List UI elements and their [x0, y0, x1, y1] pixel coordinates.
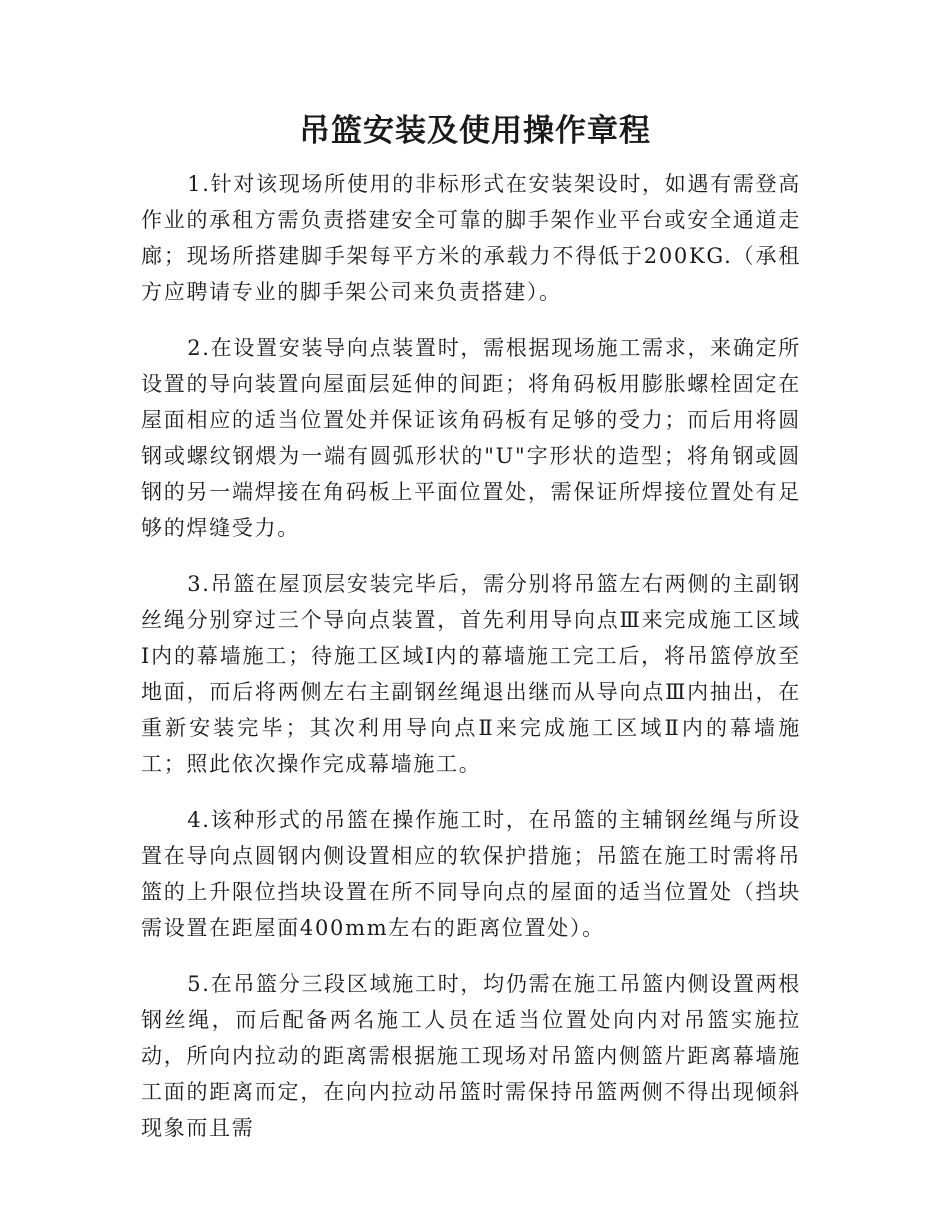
document-body	[141, 166, 801, 1166]
document-title: 吊篮安装及使用操作章程	[299, 113, 651, 149]
paragraph-2: 2.在设置安装导向点装置时，需根据现场施工需求，来确定所设置的导向装置向屋面层延伸的间距；将角码板用膨胀螺栓固定在屋面相应的适当位置处并保证该角码板有足够的受力；而后用将圆钢或螺纹钢煨为一端有圆弧形状的"U"字形状的造型；将角钢或圆钢的另一端焊接在角码板上平面位置处，需保证所焊接位置处有足够的焊缝受力。	[141, 336, 801, 540]
paragraph-1: 1.针对该现场所使用的非标形式在安装架设时，如遇有需登高作业的承租方需负责搭建安全可靠的脚手架作业平台或安全通道走廊；现场所搭建脚手架每平方米的承载力不得低于200KG.（承租方应聘请专业的脚手架公司来负责搭建）。	[141, 172, 801, 304]
paragraph-4: 4.该种形式的吊篮在操作施工时，在吊篮的主辅钢丝绳与所设置在导向点圆钢内侧设置相应的软保护措施；吊篮在施工时需将吊篮的上升限位挡块设置在所不同导向点的屋面的适当位置处（挡块需设置在距屋面400mm左右的距离位置处）。	[141, 808, 801, 940]
paragraph-5: 5.在吊篮分三段区域施工时，均仍需在施工吊篮内侧设置两根钢丝绳，而后配备两名施工人员在适当位置处向内对吊篮实施拉动，所向内拉动的距离需根据施工现场对吊篮内侧篮片距离幕墙施工面的距离而定，在向内拉动吊篮时需保持吊篮两侧不得出现倾斜现象而且需	[141, 972, 801, 1140]
paragraph-3: 3.吊篮在屋顶层安装完毕后，需分别将吊篮左右两侧的主副钢丝绳分别穿过三个导向点装置，首先利用导向点Ⅲ来完成施工区域Ⅰ内的幕墙施工；待施工区域Ⅰ内的幕墙施工完工后，将吊篮停放至地面，而后将两侧左右主副钢丝绳退出继而从导向点Ⅲ内抽出，在重新安装完毕；其次利用导向点Ⅱ来完成施工区域Ⅱ内的幕墙施工；照此依次操作完成幕墙施工。	[141, 572, 801, 776]
